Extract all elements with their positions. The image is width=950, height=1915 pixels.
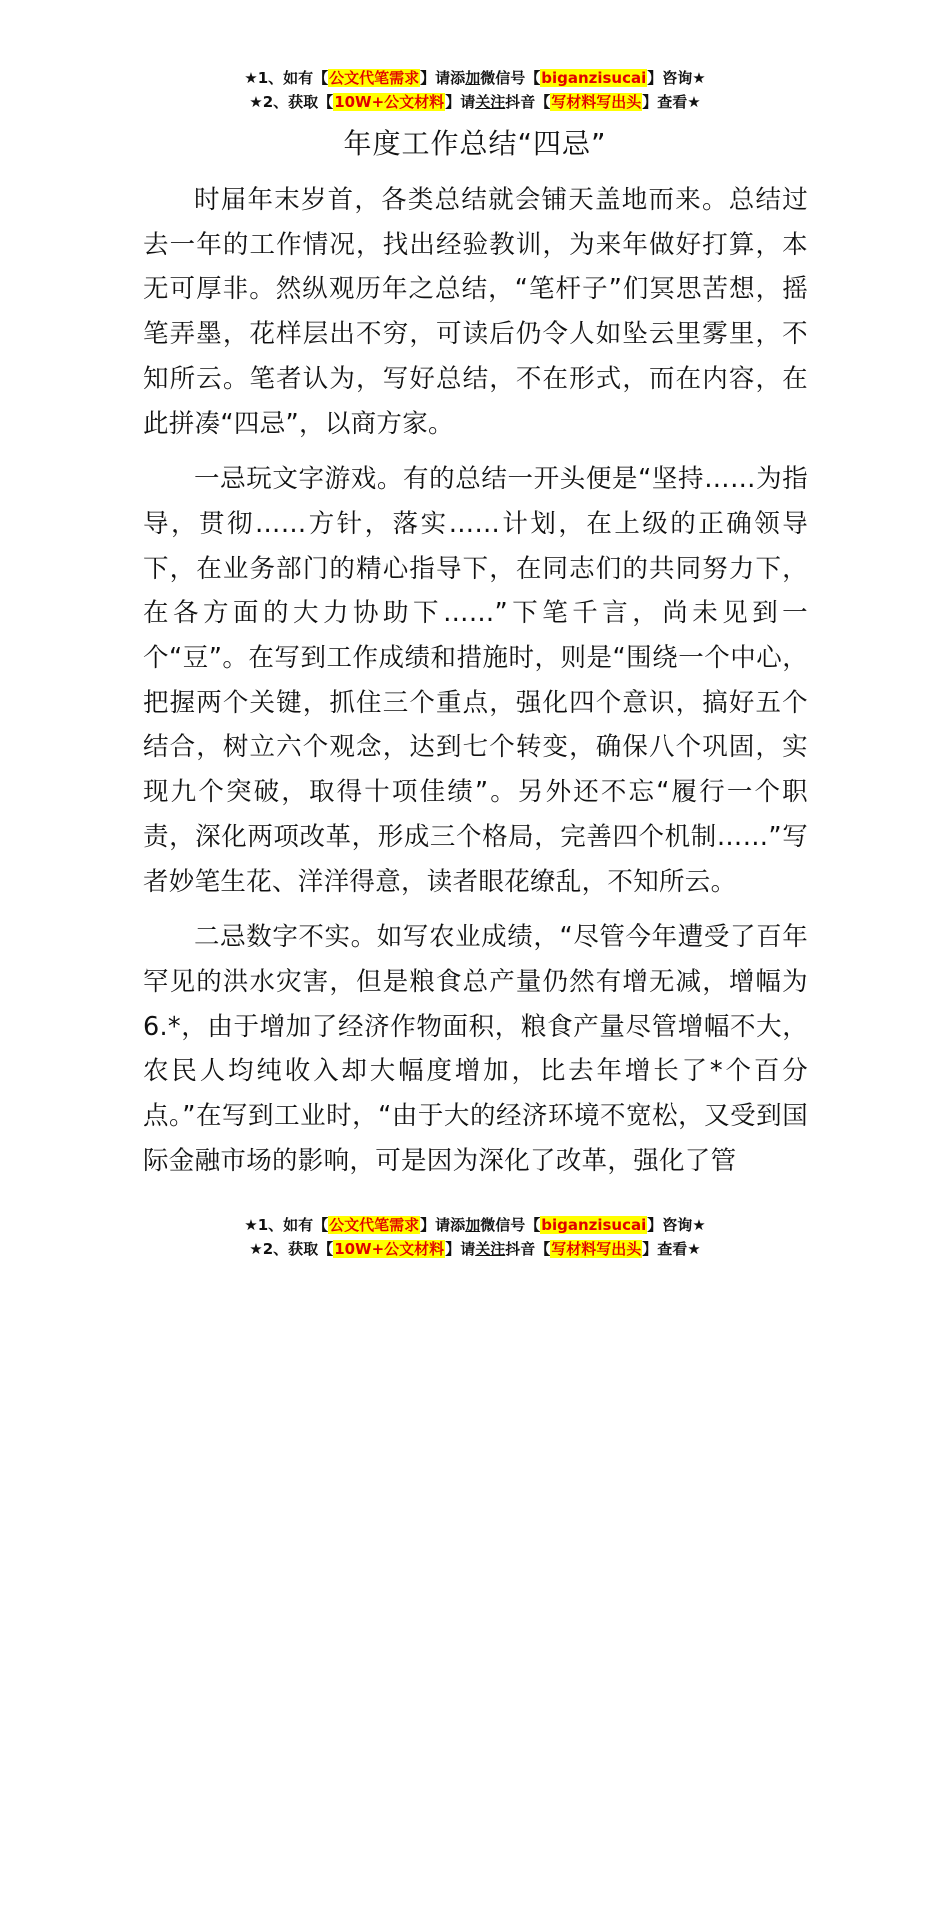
paragraph-taboo-1: 一忌玩文字游戏。有的总结一开头便是“坚持……为指导，贯彻……方针，落实……计划，在上级的正确领导下，在业务部门的精心指导下，在同志们的共同努力下，在各方面的大力协助下……”下笔千言，尚未见到一个“豆”。在写到工作成绩和措施时，则是“围绕一个中心，把握两个关键，抓住三个重点，强化四个意识，搞好五个结合，树立六个观念，达到七个转变，确保八个巩固，实现九个突破，取得十项佳绩”。另外还不忘“履行一个职责，深化两项改革，形成三个格局，完善四个机制……”写者妙笔生花、洋洋得意，读者眼花缭乱，不知所云。: [143, 464, 808, 897]
highlight-wechat-id: biganzisucai: [541, 1216, 647, 1234]
promo-line-1: ★1、如有【公文代笔需求】请添加微信号【biganzisucai】咨询★: [244, 1216, 706, 1234]
document-title: 年度工作总结“四忌”: [343, 127, 607, 160]
paragraph-intro: 时届年末岁首，各类总结就会铺天盖地而来。总结过去一年的工作情况，找出经验教训，为来年做好打算，本无可厚非。然纵观历年之总结，“笔杆子”们冥思苦想，摇笔弄墨，花样层出不穷，可读后仍令人如坠云里雾里，不知所云。笔者认为，写好总结，不在形式，而在内容，在此拼凑“四忌”，以商方家。: [143, 185, 808, 439]
promo-line-2: ★2、获取【10W+公文材料】请关注抖音【写材料写出头】查看★: [249, 93, 701, 111]
highlight-douyin: 写材料写出头: [551, 93, 642, 111]
promo-line-2: ★2、获取【10W+公文材料】请关注抖音【写材料写出头】查看★: [249, 1240, 701, 1258]
promo-banner-top: [0, 66, 950, 114]
highlight-service: 公文代笔需求: [329, 1216, 420, 1234]
paragraph-taboo-2: 二忌数字不实。如写农业成绩，“尽管今年遭受了百年罕见的洪水灾害，但是粮食总产量仍然有增无减，增幅为6.*，由于增加了经济作物面积，粮食产量尽管增幅不大，农民人均纯收入却大幅度增加，比去年增长了*个百分点。”在写到工业时，“由于大的经济环境不宽松，又受到国际金融市场的影响，可是因为深化了改革，强化了管: [143, 922, 808, 1176]
highlight-materials: 10W+公文材料: [334, 93, 445, 111]
highlight-douyin: 写材料写出头: [551, 1240, 642, 1258]
promo-line-1: ★1、如有【公文代笔需求】请添加微信号【biganzisucai】咨询★: [244, 69, 706, 87]
promo-banner-bottom: [0, 1213, 950, 1261]
paragraph-taboo-2-container: [143, 915, 808, 1915]
highlight-materials: 10W+公文材料: [334, 1240, 445, 1258]
highlight-wechat-id: biganzisucai: [541, 69, 647, 87]
highlight-service: 公文代笔需求: [329, 69, 420, 87]
document-body: [143, 178, 808, 1915]
